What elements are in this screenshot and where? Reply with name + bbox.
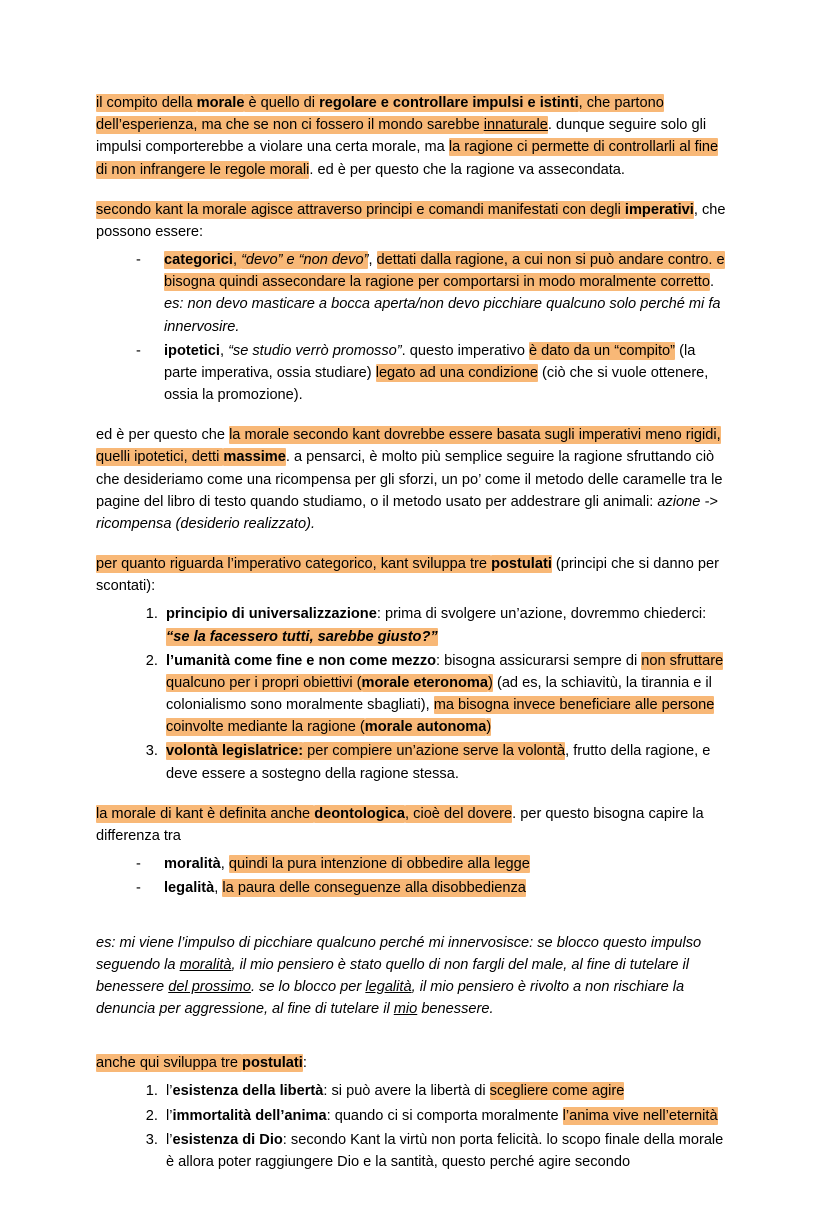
text-segment: (la parte imperativa, ossia studiare) <box>164 342 696 381</box>
spacer <box>96 918 732 932</box>
text-segment-bold: imperativi <box>624 201 694 218</box>
text-segment: , il mio pensiero è stato quello di non fargli del male, al fine di tutelare il benessere <box>96 956 690 995</box>
text-segment-bold: volontà legislatrice: <box>166 743 304 760</box>
text-segment: l’anima vive nell’eternità <box>562 1107 718 1124</box>
text-segment: : si può avere la libertà di <box>323 1083 490 1100</box>
text-segment-italic: “se studio verrò promosso” <box>228 342 402 359</box>
text-segment: per compiere un’azione serve la volontà <box>303 743 566 760</box>
text-segment-bold: l’umanità come fine e non come mezzo <box>166 652 437 669</box>
list-postulati-categorico <box>96 603 732 784</box>
text-segment: . dunque seguire solo gli impulsi comporterebbe a violare una certa morale, ma <box>96 117 707 156</box>
text-segment: il compito della <box>96 95 197 111</box>
text-segment: : <box>302 1055 307 1072</box>
paragraph-1 <box>96 92 732 181</box>
text-segment-underline: mio <box>393 1001 418 1018</box>
paragraph-7 <box>96 1052 732 1074</box>
text-segment: . per questo bisogna capire la differenza tra <box>96 805 704 844</box>
list-item <box>162 1105 732 1127</box>
text-segment-underline: del prossimo <box>168 978 251 995</box>
text-segment: è quello di <box>244 95 320 111</box>
text-segment: la ragione ci permette di controllarli al fine di non infrangere le regole morali <box>96 139 719 178</box>
text-segment-italic: es: non devo masticare a bocca aperta/non devo picchiare qualcuno solo perché mi fa innervosire. <box>164 296 721 335</box>
text-segment: secondo kant la morale agisce attraverso principi e comandi manifestati con degli <box>96 201 625 218</box>
text-segment: dettati dalla ragione, a cui non si può andare contro. e bisogna quindi assecondare la ragione per comportarsi in modo moralmente corretto <box>164 252 725 291</box>
list-item <box>162 1129 732 1173</box>
text-segment-bold: legalità <box>164 880 215 897</box>
text-segment: (ad es, la schiavitù, la tirannia e il colonialismo sono moralmente sbagliati), <box>166 674 712 714</box>
list-item <box>162 603 732 647</box>
text-segment: non sfruttare qualcuno per i propri obiettivi ( <box>166 652 724 691</box>
text-segment: quindi la pura intenzione di obbedire alla legge <box>228 856 530 873</box>
text-segment: , <box>219 342 229 359</box>
text-segment: , che possono essere: <box>96 201 726 240</box>
text-segment-bold: categorici <box>164 252 233 269</box>
text-segment-underline: moralità <box>179 956 232 973</box>
text-segment-bold: postulati <box>242 1055 303 1072</box>
text-segment: es: mi viene l’impulso di picchiare qualcuno perché mi innervosisce: se blocco questo impulso seguendo la <box>96 934 702 973</box>
text-segment: (ciò che si vuole ottenere, ossia la promozione). <box>164 364 709 404</box>
list-item <box>136 249 732 338</box>
text-segment: (principi che si danno per scontati): <box>96 556 719 595</box>
text-segment-italic: “devo” e “non devo” <box>241 252 369 269</box>
text-segment: , il mio pensiero è rivolto a non rischiare la denuncia per aggressione, al fine di tutelare il <box>96 978 685 1018</box>
list-item <box>162 740 732 784</box>
text-segment: ) <box>488 674 493 691</box>
text-segment: : quando ci si comporta moralmente <box>326 1107 563 1124</box>
text-segment-bold: massime <box>223 449 286 466</box>
text-segment-underline: legalità <box>365 978 412 995</box>
text-segment-bold: esistenza di Dio <box>172 1131 283 1148</box>
text-segment: . questo imperativo <box>401 342 529 359</box>
paragraph-3 <box>96 424 732 535</box>
text-segment: . ed è per questo che la ragione va assecondata. <box>309 161 625 178</box>
text-segment: , <box>232 252 242 269</box>
text-segment: l’ <box>166 1083 173 1100</box>
text-segment: per quanto riguarda l’imperativo categorico, kant sviluppa tre <box>96 556 492 573</box>
text-segment: : prima di svolgere un’azione, dovremmo chiederci: <box>376 606 707 623</box>
text-segment: benessere. <box>417 1001 494 1018</box>
text-segment: scegliere come agire <box>489 1083 625 1100</box>
text-segment: : bisogna assicurarsi sempre di <box>436 652 642 669</box>
text-segment-bold: ipotetici <box>164 342 220 359</box>
text-segment: la paura delle conseguenze alla disobbedienza <box>222 880 526 897</box>
text-segment: , cioè del dovere <box>405 805 513 822</box>
text-segment: legato ad una condizione <box>375 364 538 381</box>
text-segment-underline: innaturale <box>483 117 548 134</box>
dash-marker: - <box>136 342 141 359</box>
text-segment: è dato da un “compito” <box>529 342 676 359</box>
text-segment: , frutto della ragione, e deve essere a sostegno della ragione stessa. <box>166 743 711 782</box>
list-imperativi <box>96 249 732 406</box>
list-postulati-pratici <box>96 1080 732 1173</box>
text-segment: ) <box>486 719 492 736</box>
text-segment-bold-italic: “se la facessero tutti, sarebbe giusto?” <box>166 628 438 645</box>
paragraph-2 <box>96 199 732 243</box>
text-segment: l’ <box>166 1131 173 1148</box>
text-segment: . <box>709 274 715 291</box>
list-item <box>162 650 732 739</box>
text-segment-bold: principio di universalizzazione <box>166 606 377 623</box>
text-segment-bold: morale <box>196 95 245 111</box>
text-segment-italic: azione -> ricompensa (desiderio realizzato). <box>96 493 718 532</box>
list-moralita-legalita <box>96 853 732 899</box>
dash-marker: - <box>136 856 141 873</box>
text-segment-bold: morale eteronoma <box>361 674 489 691</box>
spacer <box>96 1038 732 1052</box>
text-segment-bold: deontologica <box>314 805 406 822</box>
text-segment: , che partono dell’esperienza, ma che se non ci fossero il mondo sarebbe <box>96 95 664 134</box>
text-segment: . a pensarci, è molto più semplice seguire la ragione sfruttando ciò che desideriamo come una ricompensa per gli sforzi, un po’ come il metodo delle caramelle tra le pagine del libro di testo quando studiamo, o il metodo usato per addestrare gli animali: <box>96 449 723 510</box>
text-segment: la morale di kant è definita anche <box>96 805 315 822</box>
text-segment: . se lo blocco per <box>250 978 366 995</box>
text-segment-bold: esistenza della libertà <box>172 1083 324 1100</box>
dash-marker: - <box>136 252 141 269</box>
list-item <box>136 877 732 899</box>
text-segment-bold: postulati <box>491 556 552 573</box>
text-segment-bold: morale autonoma <box>364 719 487 736</box>
text-segment-bold: moralità <box>164 856 221 873</box>
list-item <box>136 340 732 407</box>
text-segment: , <box>368 252 377 269</box>
list-item <box>162 1080 732 1102</box>
text-segment: ed è per questo che <box>96 427 230 444</box>
paragraph-4 <box>96 553 732 597</box>
dash-marker: - <box>136 880 141 897</box>
paragraph-5 <box>96 803 732 847</box>
text-segment: anche qui sviluppa tre <box>96 1055 243 1072</box>
text-segment: : secondo Kant la virtù non porta felicità. lo scopo finale della morale è allora poter raggiungere Dio e la santità, questo perché agire secondo <box>166 1131 724 1170</box>
list-item <box>136 853 732 875</box>
paragraph-6-example <box>96 932 732 1021</box>
text-segment: ma bisogna invece beneficiare alle persone coinvolte mediante la ragione ( <box>166 697 715 736</box>
text-segment-bold: immortalità dell’anima <box>172 1107 327 1124</box>
text-segment: , <box>220 856 229 873</box>
text-segment: l’ <box>166 1107 173 1124</box>
text-segment-bold: regolare e controllare impulsi e istinti <box>319 95 579 111</box>
text-segment: , <box>214 880 223 897</box>
text-segment: la morale secondo kant dovrebbe essere basata sugli imperativi meno rigidi, quelli ipotetici, detti <box>96 427 721 466</box>
